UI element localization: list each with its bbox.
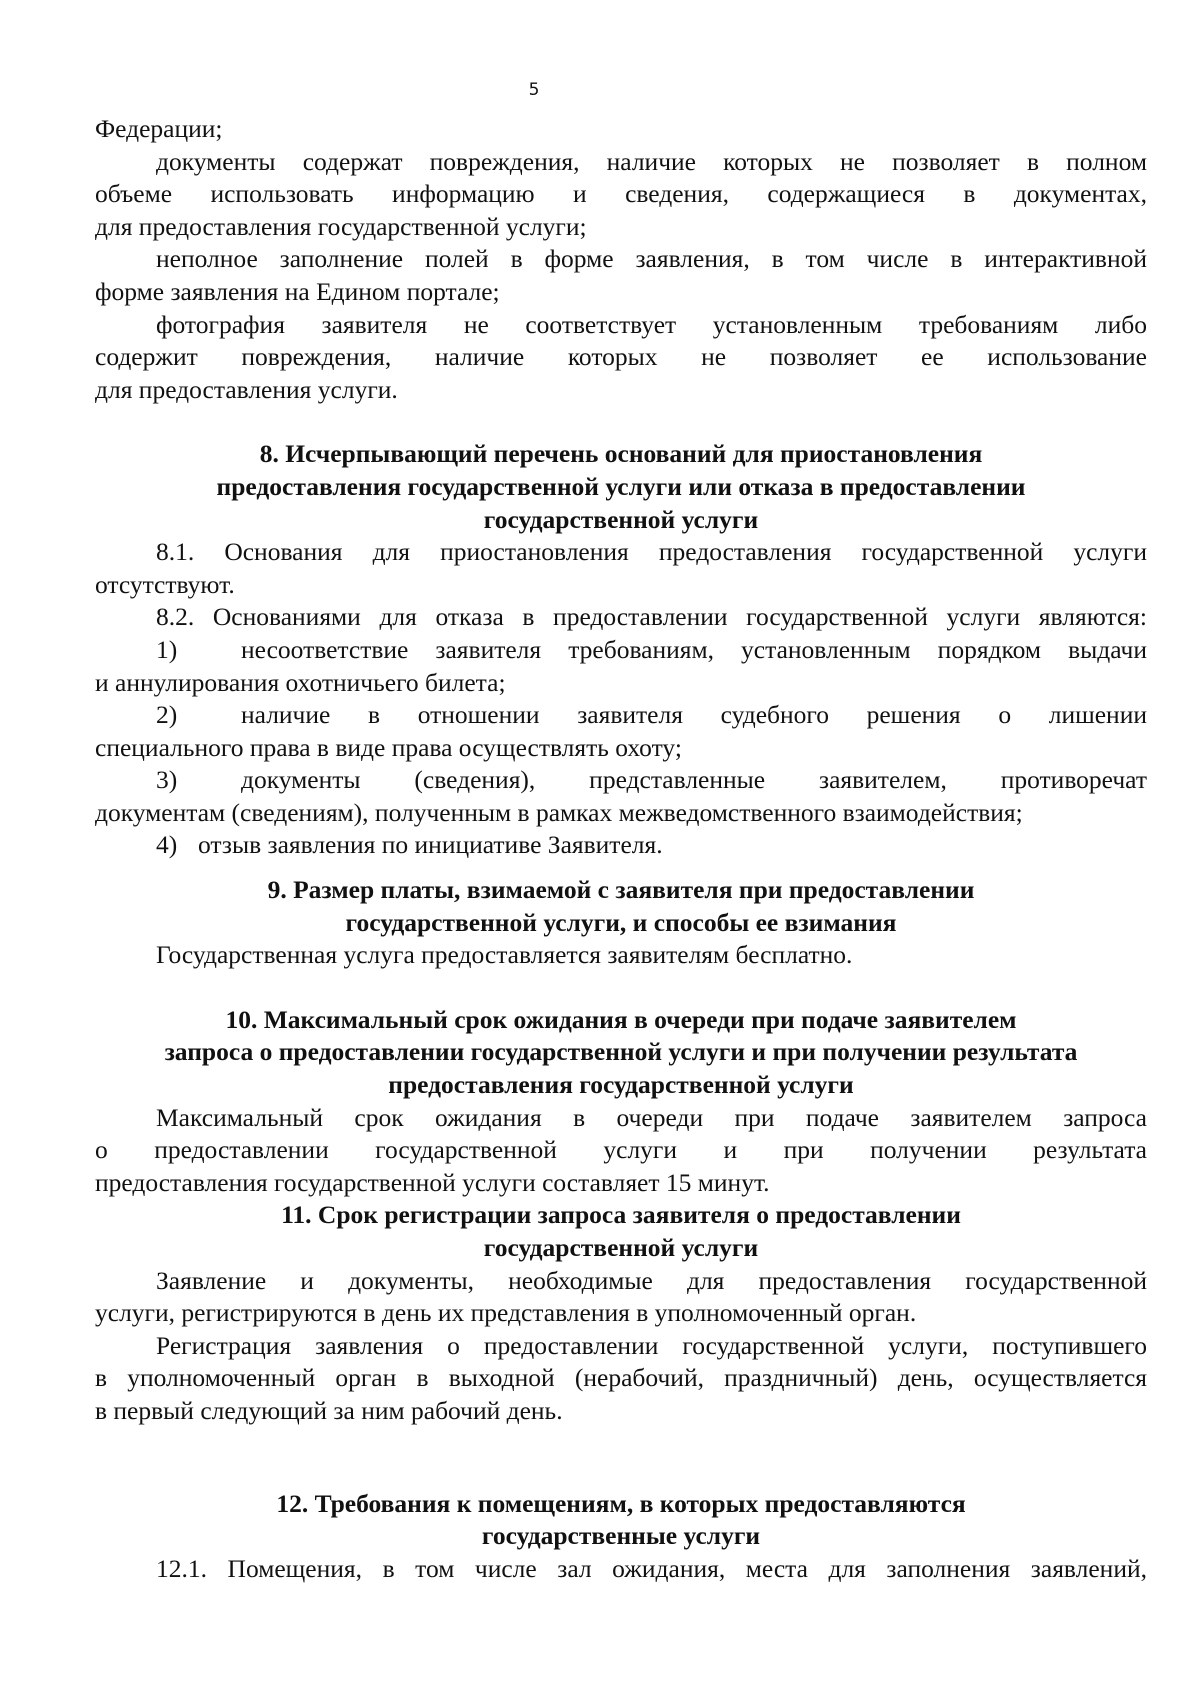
text-line: форме заявления на Едином портале;	[95, 276, 500, 306]
list-item-text: отзыв заявления по инициативе Заявителя.	[198, 830, 663, 860]
list-item-3	[95, 764, 1147, 829]
text-line: для предоставления государственной услуги;	[95, 211, 587, 241]
document-body	[95, 113, 1147, 1585]
page-number: 5	[528, 80, 540, 100]
heading-line: 10. Максимальный срок ожидания в очереди при подаче заявителем	[225, 1004, 1017, 1034]
list-item-number: 4)	[156, 830, 178, 860]
text-line: объеме использовать информацию и сведения, содержащиеся в документах,	[95, 179, 1147, 209]
list-item-text: документы (сведения), представленные заявителем, противоречат	[241, 765, 1147, 795]
section-11-heading	[95, 1199, 1147, 1264]
text-line: фотография заявителя не соответствует установленным требованиям либо	[156, 309, 1147, 339]
section-8-heading	[95, 438, 1147, 536]
text-line: документы содержат повреждения, наличие которых не позволяет в полном	[156, 146, 1147, 176]
section-10-heading	[95, 1004, 1147, 1102]
heading-line: предоставления государственной услуги или отказа в предоставлении	[216, 471, 1026, 501]
text-line: Федерации;	[95, 114, 223, 143]
list-item-first-line	[95, 699, 1147, 732]
list-item-continuation: и аннулирования охотничьего билета;	[95, 667, 506, 697]
list-item-number: 2)	[156, 700, 178, 730]
heading-line: государственной услуги	[483, 1233, 759, 1262]
heading-line: государственной услуги	[483, 504, 759, 534]
paragraph-incomplete-form	[95, 243, 1147, 308]
heading-line: государственные услуги	[481, 1521, 761, 1551]
text-line: для предоставления услуги.	[95, 374, 398, 404]
text-line: в первый следующий за ним рабочий день.	[95, 1395, 563, 1425]
text-line: Регистрация заявления о предоставлении государственной услуги, поступившего	[156, 1330, 1147, 1360]
text-line: Государственная услуга предоставляется заявителям бесплатно.	[156, 940, 853, 970]
paragraph-11-2	[95, 1330, 1147, 1428]
text-line: 8.1. Основания для приостановления предоставления государственной услуги	[156, 537, 1147, 567]
paragraph-federacii	[95, 113, 1147, 146]
section-12-heading	[95, 1488, 1147, 1553]
text-line: 8.2. Основаниями для отказа в предоставлении государственной услуги являются:	[156, 602, 1147, 632]
list-item-first-line	[95, 634, 1147, 667]
paragraph-documents-damaged	[95, 146, 1147, 244]
list-item-number: 1)	[156, 634, 178, 664]
list-item-continuation: документам (сведениям), полученным в рамках межведомственного взаимодействия;	[95, 797, 1023, 827]
list-item-text: наличие в отношении заявителя судебного решения о лишении	[241, 700, 1147, 730]
heading-line: запроса о предоставлении государственной услуги и при получении результата	[164, 1037, 1078, 1067]
paragraph-12-1	[95, 1553, 1147, 1586]
text-line: 12.1. Помещения, в том числе зал ожидания, места для заполнения заявлений,	[156, 1553, 1147, 1583]
paragraph-10	[95, 1102, 1147, 1200]
paragraph-8-1	[95, 536, 1147, 601]
heading-line: государственной услуги, и способы ее взимания	[345, 907, 897, 937]
paragraph-9	[95, 939, 1147, 972]
list-item-first-line	[95, 764, 1147, 797]
list-item-text: несоответствие заявителя требованиям, установленным порядком выдачи	[241, 634, 1147, 664]
text-line: услуги, регистрируются в день их представления в уполномоченный орган.	[95, 1298, 917, 1328]
list-item-number: 3)	[156, 765, 178, 795]
text-line: Максимальный срок ожидания в очереди при подаче заявителем запроса	[156, 1102, 1147, 1132]
text-line: в уполномоченный орган в выходной (нерабочий, праздничный) день, осуществляется	[95, 1363, 1147, 1393]
list-item-4	[95, 829, 1147, 862]
section-9-heading	[95, 874, 1147, 939]
text-line: неполное заполнение полей в форме заявления, в том числе в интерактивной	[156, 244, 1147, 274]
heading-line: 11. Срок регистрации запроса заявителя о предоставлении	[281, 1200, 961, 1230]
heading-line: 9. Размер платы, взимаемой с заявителя при предоставлении	[267, 875, 975, 905]
heading-line: 12. Требования к помещениям, в которых предоставляются	[276, 1488, 966, 1518]
text-line: содержит повреждения, наличие которых не позволяет ее использование	[95, 342, 1147, 372]
paragraph-8-2	[95, 601, 1147, 634]
text-line: Заявление и документы, необходимые для предоставления государственной	[156, 1265, 1147, 1295]
list-item-continuation: специального права в виде права осуществлять охоту;	[95, 732, 682, 762]
list-item-1	[95, 634, 1147, 699]
list-item-2	[95, 699, 1147, 764]
paragraph-photo	[95, 309, 1147, 407]
heading-line: предоставления государственной услуги	[388, 1070, 854, 1100]
heading-line: 8. Исчерпывающий перечень оснований для приостановления	[259, 439, 983, 469]
text-line: о предоставлении государственной услуги и при получении результата	[95, 1135, 1147, 1165]
list-item-first-line	[95, 829, 1147, 862]
text-line: предоставления государственной услуги составляет 15 минут.	[95, 1167, 770, 1197]
paragraph-11-1	[95, 1265, 1147, 1330]
text-line: отсутствуют.	[95, 569, 235, 599]
